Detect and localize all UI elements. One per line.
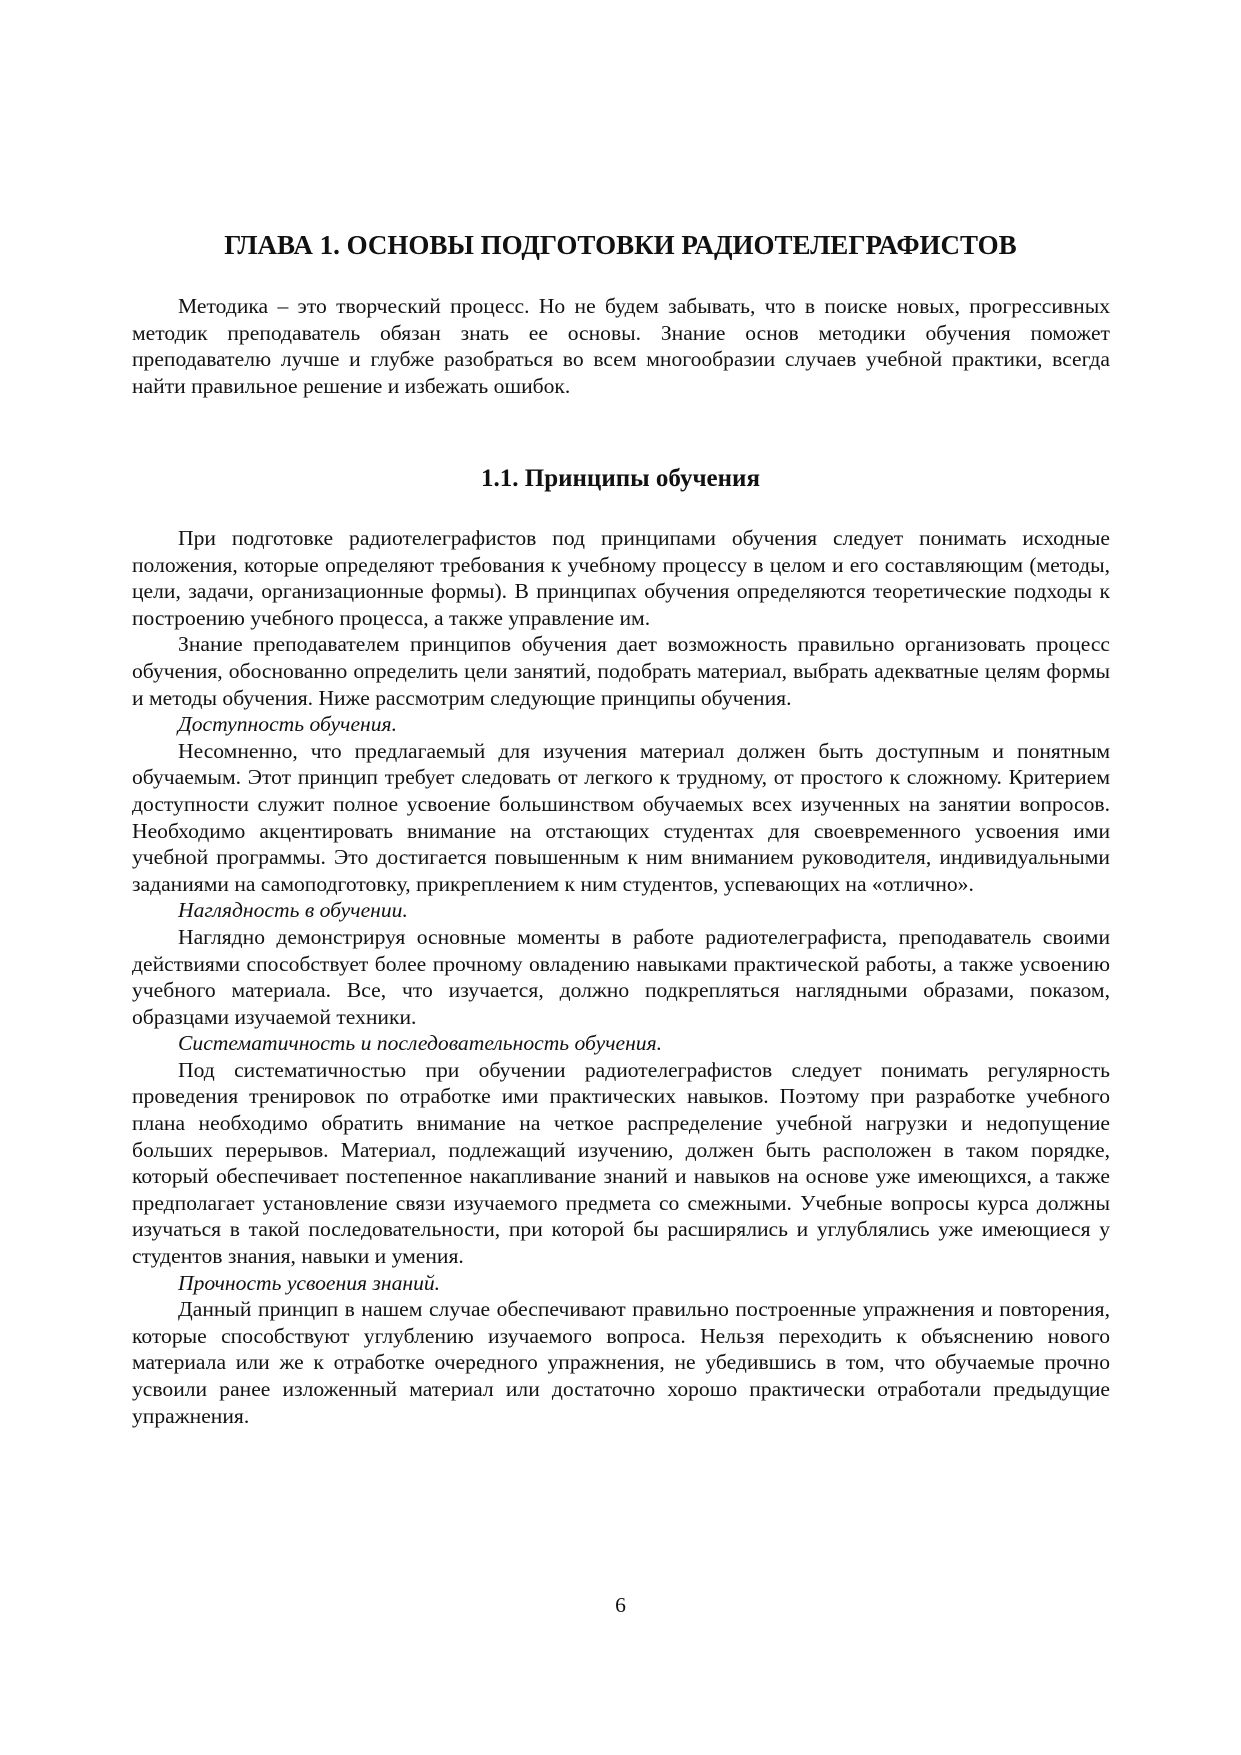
section-title: 1.1. Принципы обучения bbox=[481, 465, 760, 492]
paragraph-accessibility: Несомненно, что предлагаемый для изучения материал должен быть доступным и понятным обучаемым. Этот принцип требует следовать от легкого к трудному, от простого к сложному. Критерием доступности служит полное усвоение большинством обучаемых всех изученных на занятии вопросов. Необходимо акцентировать внимание на отстающих студентах для своевременного усвоения ими учебной программы. Это достигается повышенным к ним вниманием руководителя, индивидуальными заданиями на самоподготовку, прикреплением к ним студентов, успевающих на «отлично». bbox=[132, 738, 1110, 896]
subheading-systematic-learning: Систематичность и последовательность обучения. bbox=[178, 1031, 663, 1056]
body-block bbox=[132, 525, 1110, 1429]
page-number: 6 bbox=[615, 1593, 626, 1617]
subheading-accessibility: Доступность обучения. bbox=[178, 712, 397, 737]
subheading-visual-learning: Наглядность в обучении. bbox=[178, 898, 408, 923]
paragraph-visual-learning: Наглядно демонстрируя основные моменты в работе радиотелеграфиста, преподаватель своими действиями способствует более прочному овладению навыками практической работы, а также усвоению учебного материала. Все, что изучается, должно подкрепляться наглядными образами, показом, образцами изучаемой техники. bbox=[132, 924, 1110, 1029]
chapter-title: ГЛАВА 1. ОСНОВЫ ПОДГОТОВКИ РАДИОТЕЛЕГРАФИСТОВ bbox=[224, 230, 1017, 260]
subheading-knowledge-retention: Прочность усвоения знаний. bbox=[178, 1270, 441, 1295]
paragraph-principles-knowledge: Знание преподавателем принципов обучения дает возможность правильно организовать процесс обучения, обоснованно определить цели занятий, подобрать материал, выбрать адекватные целям формы и методы обучения. Ниже рассмотрим следующие принципы обучения. bbox=[132, 632, 1110, 710]
paragraph-knowledge-retention: Данный принцип в нашем случае обеспечивают правильно построенные упражнения и повторения, которые способствуют углублению изучаемого вопроса. Нельзя переходить к объяснению нового материала или же к отработке очередного упражнения, не убедившись в том, что обучаемые прочно усвоили ранее изложенный материал или достаточно хорошо практически отработали предыдущие упражнения. bbox=[132, 1297, 1110, 1428]
paragraph-systematic-learning: Под систематичностью при обучении радиотелеграфистов следует понимать регулярность проведения тренировок по отработке ими практических навыков. Поэтому при разработке учебного плана необходимо обратить внимание на четкое распределение учебной нагрузки и недопущение больших перерывов. Материал, подлежащий изучению, должен быть расположен в таком порядке, который обеспечивает постепенное накапливание знаний и навыков на основе уже имеющихся, а также предполагает установление связи изучаемого предмета со смежными. Учебные вопросы курса должны изучаться в такой последовательности, при которой бы расширялись и углублялись уже имеющиеся у студентов знания, навыки и умения. bbox=[132, 1057, 1110, 1269]
paragraph-principles-definition: При подготовке радиотелеграфистов под принципами обучения следует понимать исходные положения, которые определяют требования к учебному процессу в целом и его составляющим (методы, цели, задачи, организационные формы). В принципах обучения определяются теоретические подходы к построению учебного процесса, а также управление им. bbox=[132, 526, 1110, 630]
intro-block bbox=[132, 293, 1110, 399]
intro-paragraph: Методика – это творческий процесс. Но не будем забывать, что в поиске новых, прогрессивных методик преподаватель обязан знать ее основы. Знание основ методики обучения поможет преподавателю лучше и глубже разобраться во всем многообразии случаев учебной практики, всегда найти правильное решение и избежать ошибок. bbox=[132, 294, 1110, 398]
